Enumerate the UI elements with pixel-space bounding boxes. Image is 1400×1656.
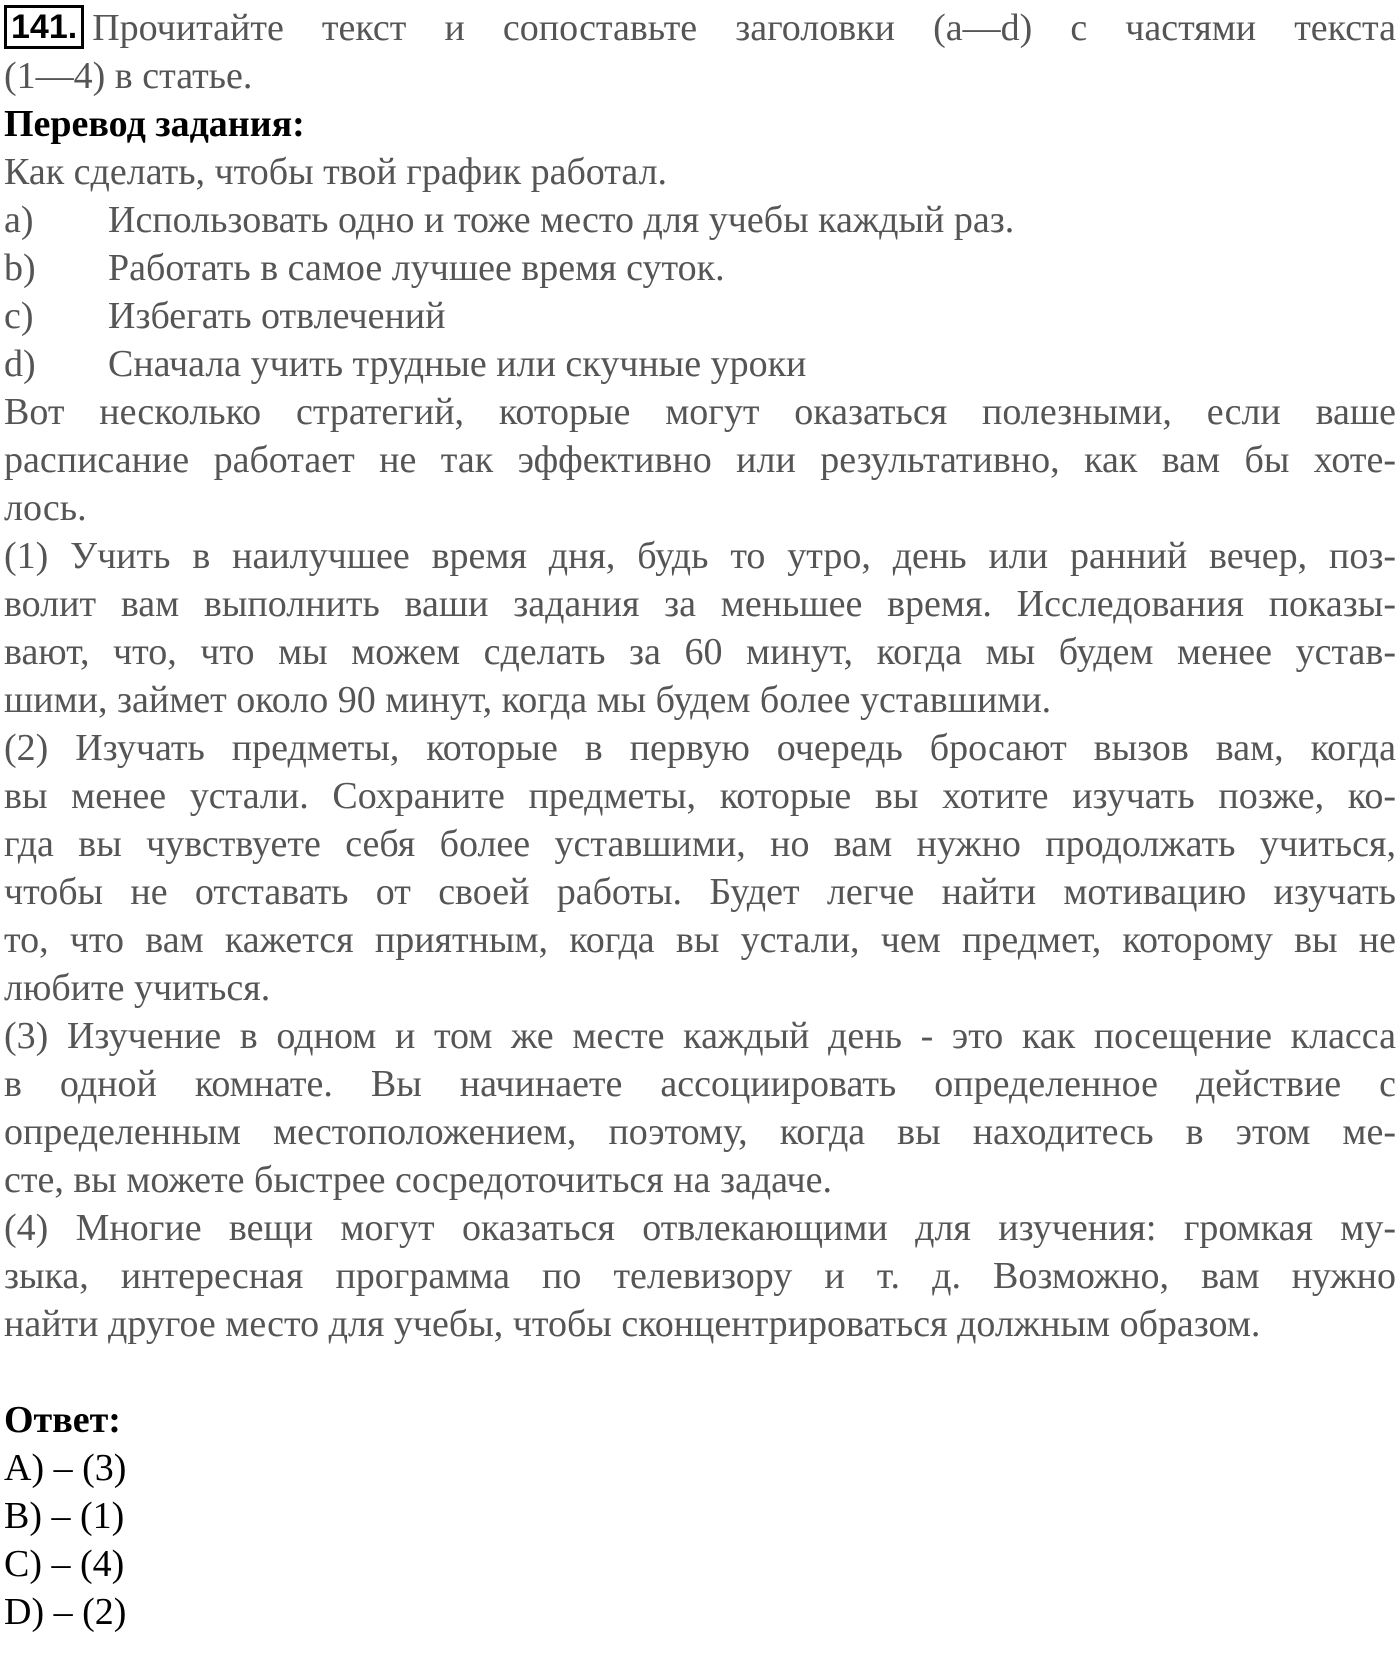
paragraph-2-line: то, что вам кажется приятным, когда вы устали, чем предмет, которому вы не (4, 919, 1396, 961)
paragraph-2-line: любите учиться. (4, 967, 271, 1009)
translation-heading: Перевод задания: (4, 103, 305, 145)
list-item-letter: b) (4, 247, 36, 289)
task-number: 141. (4, 5, 84, 49)
document-page (4, 4, 1396, 1636)
answer-line: C) – (4) (4, 1543, 125, 1585)
list-item (4, 340, 1396, 388)
task-line-1 (4, 4, 1396, 52)
answer-line: A) – (3) (4, 1447, 127, 1489)
answer-line: D) – (2) (4, 1591, 127, 1633)
paragraph-4-line: найти другое место для учебы, чтобы сконцентрироваться должным образом. (4, 1303, 1261, 1345)
paragraph-2-line: вы менее устали. Сохраните предметы, которые вы хотите изучать позже, ко- (4, 775, 1396, 817)
list-item-text: Использовать одно и тоже место для учебы каждый раз. (108, 199, 1015, 241)
paragraph-1-line: вают, что, что мы можем сделать за 60 минут, когда мы будем менее устав- (4, 631, 1396, 673)
paragraph-1-line: волит вам выполнить ваши задания за меньшее время. Исследования показы- (4, 583, 1396, 625)
paragraph-2-line: гда вы чувствуете себя более уставшими, но вам нужно продолжать учиться, (4, 823, 1396, 865)
list-item-letter: d) (4, 343, 36, 385)
list-item (4, 244, 1396, 292)
list-item-text: Избегать отвлечений (108, 295, 446, 337)
paragraph-3-line: определенным местоположением, поэтому, когда вы находитесь в этом ме- (4, 1111, 1396, 1153)
paragraph-3-line: сте, вы можете быстрее сосредоточиться на задаче. (4, 1159, 833, 1201)
paragraph-4-line: зыка, интересная программа по телевизору и т. д. Возможно, вам нужно (4, 1255, 1396, 1297)
list-item-letter: a) (4, 199, 34, 241)
paragraph-2-line: чтобы не отставать от своей работы. Будет легче найти мотивацию изучать (4, 871, 1396, 913)
translation-title: Как сделать, чтобы твой график работал. (4, 151, 668, 193)
list-item (4, 292, 1396, 340)
intro-line: расписание работает не так эффективно или результативно, как вам бы хоте- (4, 439, 1396, 481)
answer-heading: Ответ: (4, 1399, 121, 1441)
list-item-text: Работать в самое лучшее время суток. (108, 247, 725, 289)
paragraph-2-line: (2) Изучать предметы, которые в первую очередь бросают вызов вам, когда (4, 727, 1396, 769)
spacer (4, 1348, 1396, 1396)
intro-line: Вот несколько стратегий, которые могут оказаться полезными, если ваше (4, 391, 1396, 433)
list-item (4, 196, 1396, 244)
paragraph-3-line: (3) Изучение в одном и том же месте каждый день - это как посещение класса (4, 1015, 1396, 1057)
answer-line: B) – (1) (4, 1495, 125, 1537)
paragraph-1-line: (1) Учить в наилучшее время дня, будь то утро, день или ранний вечер, поз- (4, 535, 1396, 577)
task-text-line-2: (1—4) в статье. (4, 55, 253, 97)
list-item-letter: c) (4, 295, 34, 337)
paragraph-3-line: в одной комнате. Вы начинаете ассоциировать определенное действие с (4, 1063, 1396, 1105)
paragraph-1-line: шими, займет около 90 минут, когда мы будем более уставшими. (4, 679, 1052, 721)
list-item-text: Сначала учить трудные или скучные уроки (108, 343, 807, 385)
task-text-line-1: Прочитайте текст и сопоставьте заголовки (a—d) с частями текста (92, 7, 1396, 49)
intro-line: лось. (4, 487, 87, 529)
paragraph-4-line: (4) Многие вещи могут оказаться отвлекающими для изучения: громкая му- (4, 1207, 1396, 1249)
